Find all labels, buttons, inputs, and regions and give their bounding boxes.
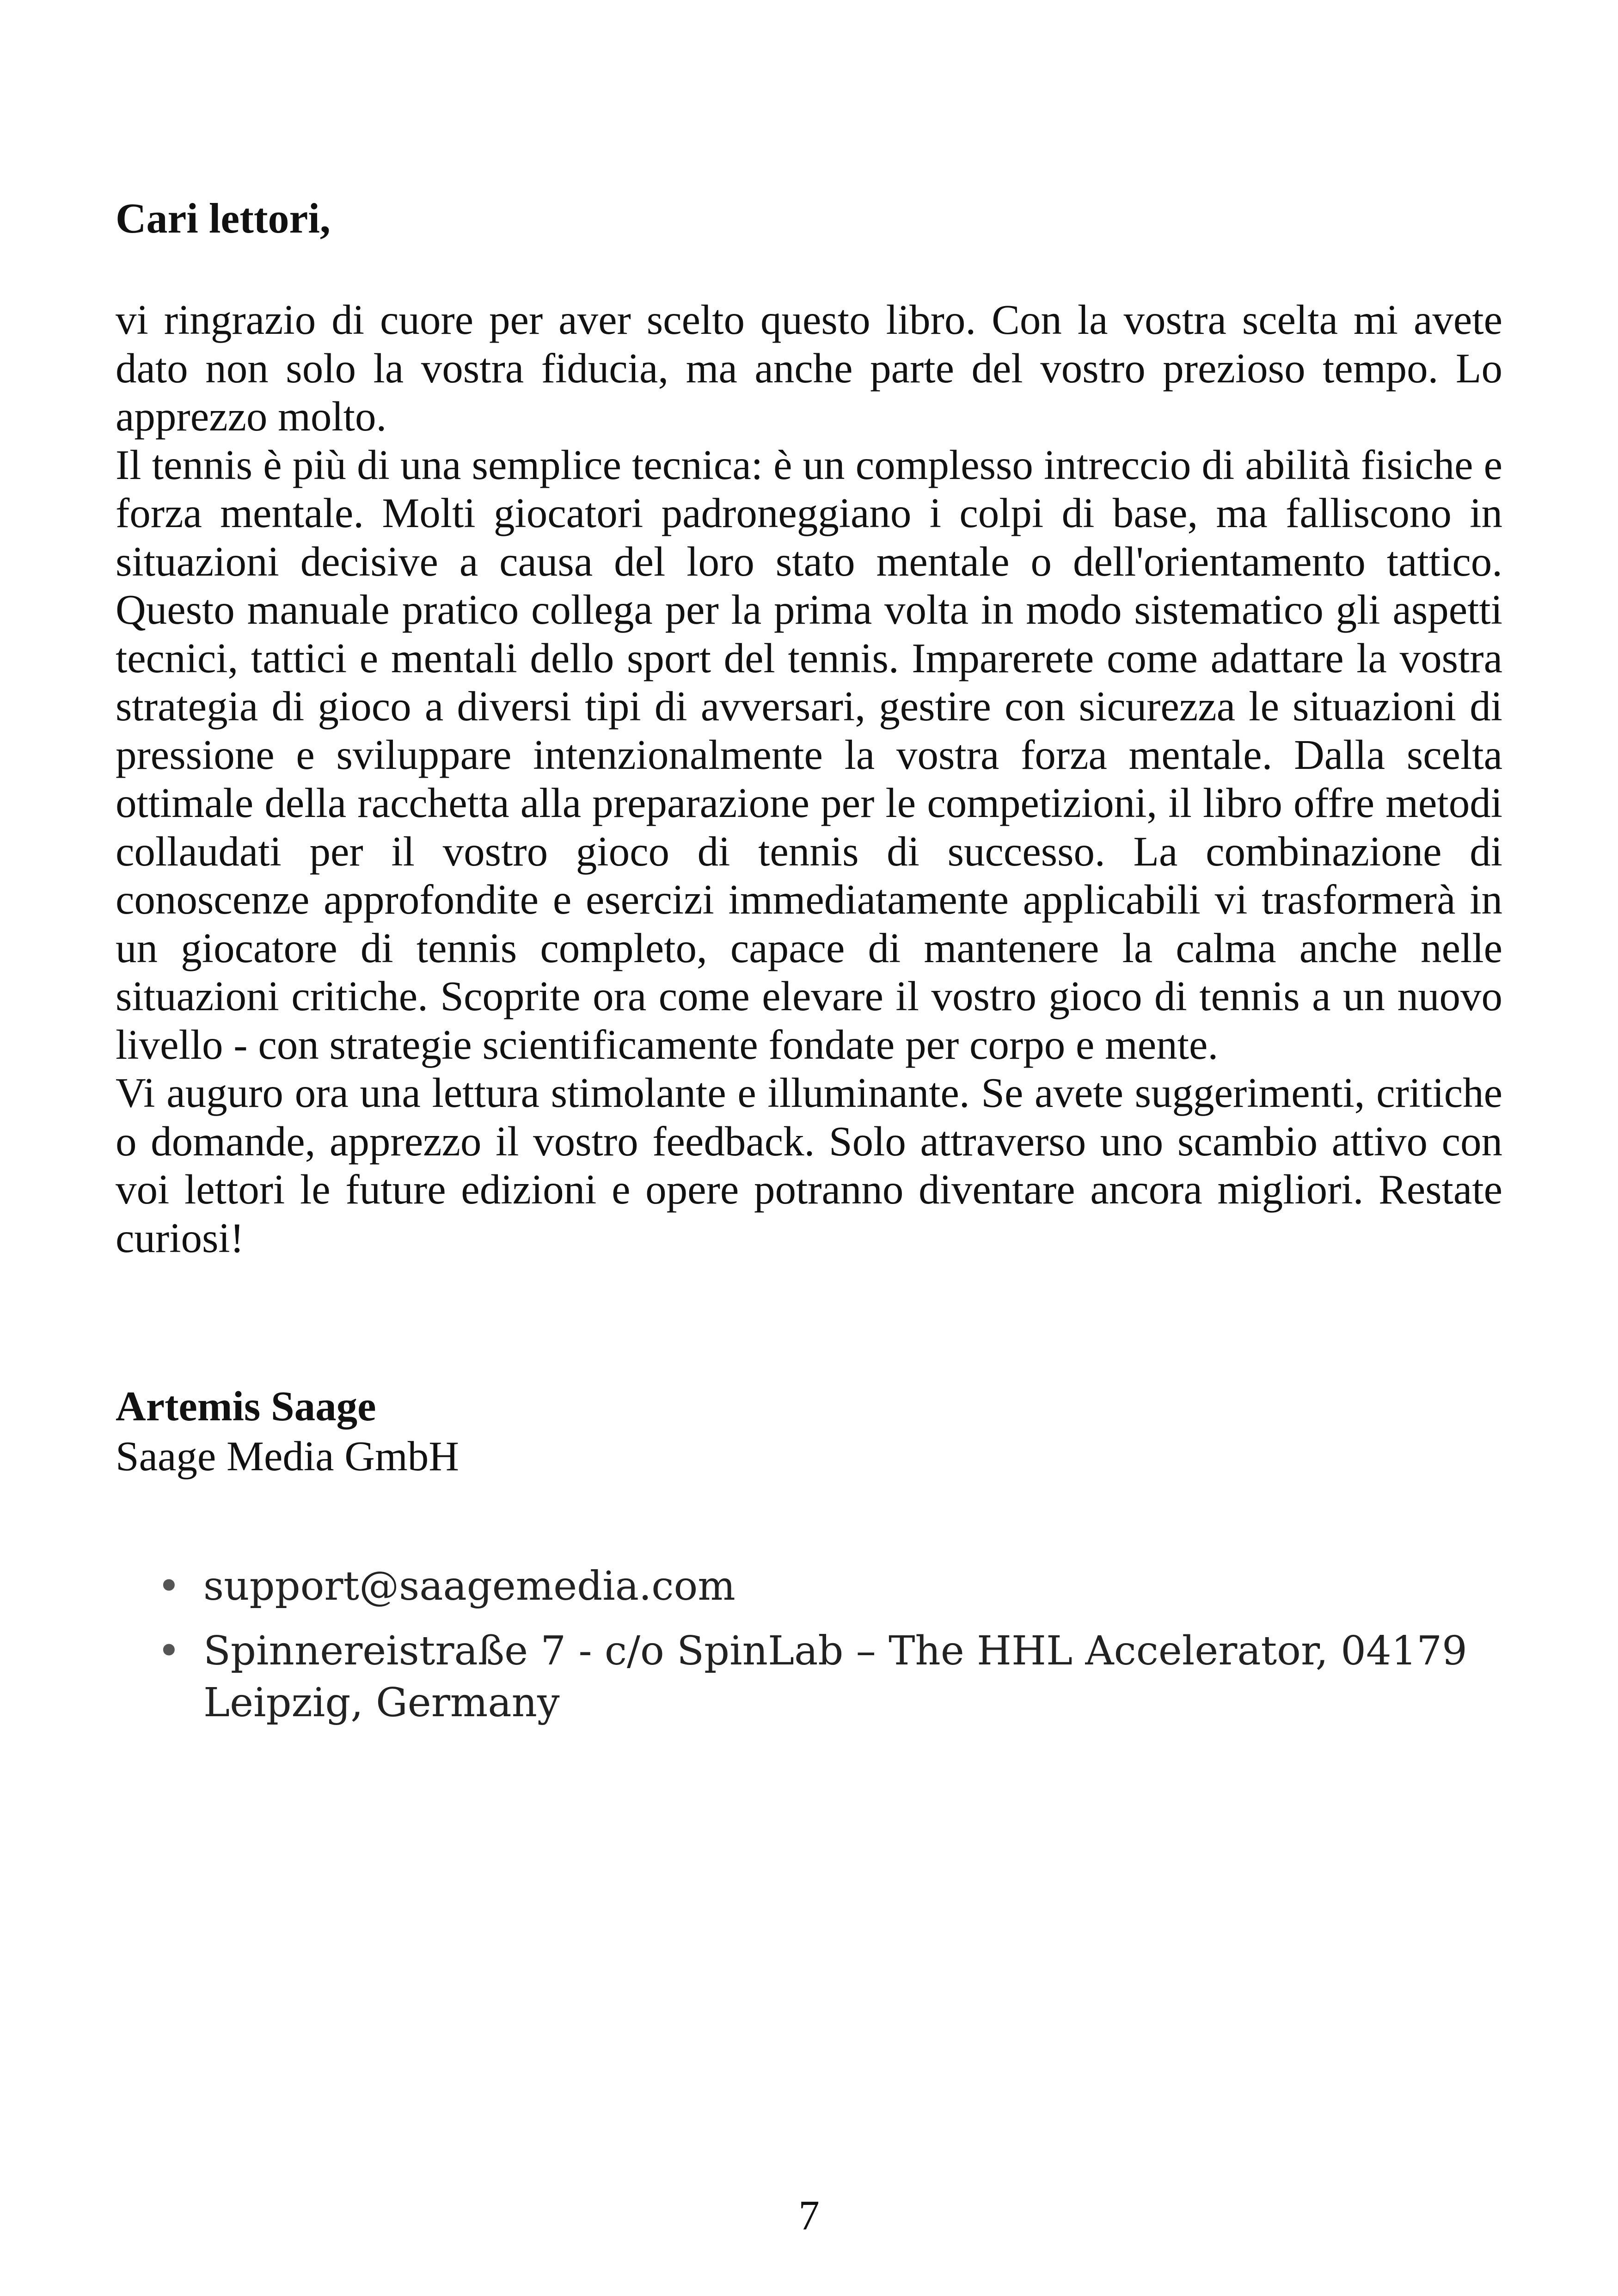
salutation: Cari lettori, — [116, 195, 331, 242]
paragraph-closing: Vi auguro ora una lettura stimolante e illuminante. Se avete suggerimenti, critiche o domande, apprezzo il vostro feedback. Solo attraverso uno scambio attivo con voi lettori le future edizioni e opere potranno diventare ancora migliori. Restate curiosi! — [116, 1069, 1502, 1261]
email-text: support@saagemedia.com — [203, 1563, 735, 1609]
bullet-icon: • — [157, 1563, 181, 1609]
paragraph-book-description: Il tennis è più di una semplice tecnica: è un complesso intreccio di abilità fisiche e forza mentale. Molti giocatori padroneggiano i colpi di base, ma falliscono in situazioni decisive a causa del loro stato mentale o dell'orientamento tattico. Questo manuale pratico collega per la prima volta in modo sistematico gli aspetti tecnici, tattici e mentali dello sport del tennis. Imparerete come adattare la vostra strategia di gioco a diversi tipi di avversari, gestire con sicurezza le situazioni di pressione e sviluppare intenzionalmente la vostra forza mentale. Dalla scelta ottimale della racchetta alla preparazione per le competizioni, il libro offre metodi collaudati per il vostro gioco di tennis di successo. La combinazione di conoscenze approfondite e esercizi immediatamente applicabili vi trasformerà in un giocatore di tennis completo, capace di mantenere la calma anche nelle situazioni critiche. Scoprite ora come elevare il vostro gioco di tennis a un nuovo livello - con strategie scientificamente fondate per corpo e mente. — [116, 441, 1502, 1068]
address-text: Spinnereistraße 7 - c/o SpinLab – The HHL Accelerator, 04179 Leipzig, Germany — [203, 1628, 1467, 1726]
page-number: 7 — [798, 2192, 820, 2239]
contact-email[interactable] — [157, 1560, 1498, 1612]
contact-address — [157, 1625, 1498, 1729]
bullet-icon: • — [157, 1628, 181, 1674]
letter-body — [116, 296, 1502, 1262]
paragraph-thanks: vi ringrazio di cuore per aver scelto questo libro. Con la vostra scelta mi avete dato non solo la vostra fiducia, ma anche parte del vostro prezioso tempo. Lo apprezzo molto. — [116, 296, 1502, 440]
company-name: Saage Media GmbH — [116, 1433, 459, 1480]
author-name: Artemis Saage — [116, 1383, 376, 1430]
contact-list — [157, 1560, 1498, 1742]
